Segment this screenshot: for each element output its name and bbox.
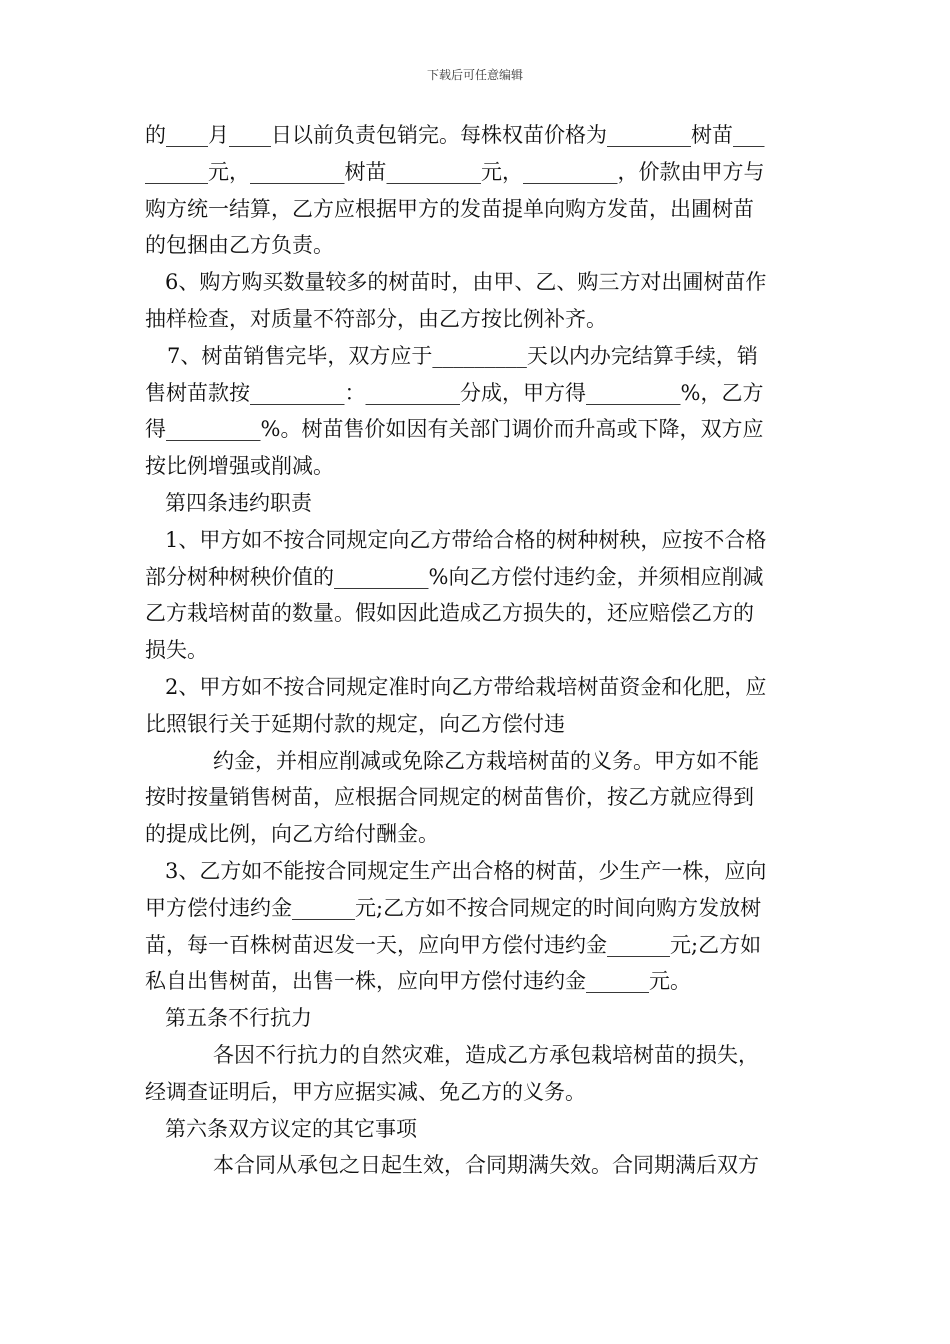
text-line: 甲方偿付违约金______元;乙方如不按合同规定的时间向购方发放树	[145, 896, 762, 920]
text-line: 2、甲方如不按合同规定准时向乙方带给栽培树苗资金和化肥，应	[165, 675, 767, 699]
text-line: 第五条不行抗力	[165, 1006, 312, 1030]
text-line: 各因不行抗力的自然灾难，造成乙方承包栽培树苗的损失，	[213, 1043, 759, 1067]
text-line: 6、购方购买数量较多的树苗时，由甲、乙、购三方对出圃树苗作	[165, 270, 767, 294]
text-line: 按时按量销售树苗，应根据合同规定的树苗售价，按乙方就应得到	[145, 785, 754, 809]
text-line: 的包捆由乙方负责。	[145, 233, 334, 257]
text-line: 3、乙方如不能按合同规定生产出合格的树苗，少生产一株，应向	[165, 859, 767, 883]
text-line: 苗，每一百株树苗迟发一天，应向甲方偿付违约金______元;乙方如	[145, 933, 762, 957]
text-line: 的____月____日以前负责包销完。每株权苗价格为________树苗___	[145, 123, 765, 147]
text-line: 损失。	[145, 638, 208, 662]
text-line: 部分树种树秧价值的_________%向乙方偿付违约金，并须相应削减	[145, 565, 764, 589]
text-line: 私自出售树苗，出售一株，应向甲方偿付违约金______元。	[145, 969, 691, 993]
text-line: 按比例增强或削减。	[145, 454, 334, 478]
text-line: 约金，并相应削减或免除乙方栽培树苗的义务。甲方如不能	[213, 749, 759, 773]
text-line: 乙方栽培树苗的数量。假如因此造成乙方损失的，还应赔偿乙方的	[145, 601, 754, 625]
text-line: 1、甲方如不按合同规定向乙方带给合格的树种树秧，应按不合格	[165, 528, 767, 552]
text-line: 售树苗款按_________：_________分成，甲方得_________%，乙方	[145, 381, 764, 405]
text-line: 经调查证明后，甲方应据实减、免乙方的义务。	[145, 1080, 586, 1104]
text-line: 第六条双方议定的其它事项	[165, 1117, 417, 1141]
text-line: 购方统一结算，乙方应根据甲方的发苗提单向购方发苗，出圃树苗	[145, 197, 754, 221]
text-line: 抽样检查，对质量不符部分，由乙方按比例补齐。	[145, 307, 607, 331]
text-line: 本合同从承包之日起生效，合同期满失效。合同期满后双方	[213, 1153, 759, 1177]
text-line: 7、树苗销售完毕，双方应于_________天以内办完结算手续，销	[167, 344, 758, 368]
text-line: ______元，_________树苗_________元，_________，价款由甲方与	[145, 160, 765, 184]
text-line: 的提成比例，向乙方给付酬金。	[145, 822, 439, 846]
text-line: 第四条违约职责	[165, 491, 312, 515]
text-line: 得_________%。树苗售价如因有关部门调价而升高或下降，双方应	[145, 417, 764, 441]
page-header: 下载后可任意编辑	[426, 68, 523, 82]
text-line: 比照银行关于延期付款的规定，向乙方偿付违	[145, 712, 565, 736]
